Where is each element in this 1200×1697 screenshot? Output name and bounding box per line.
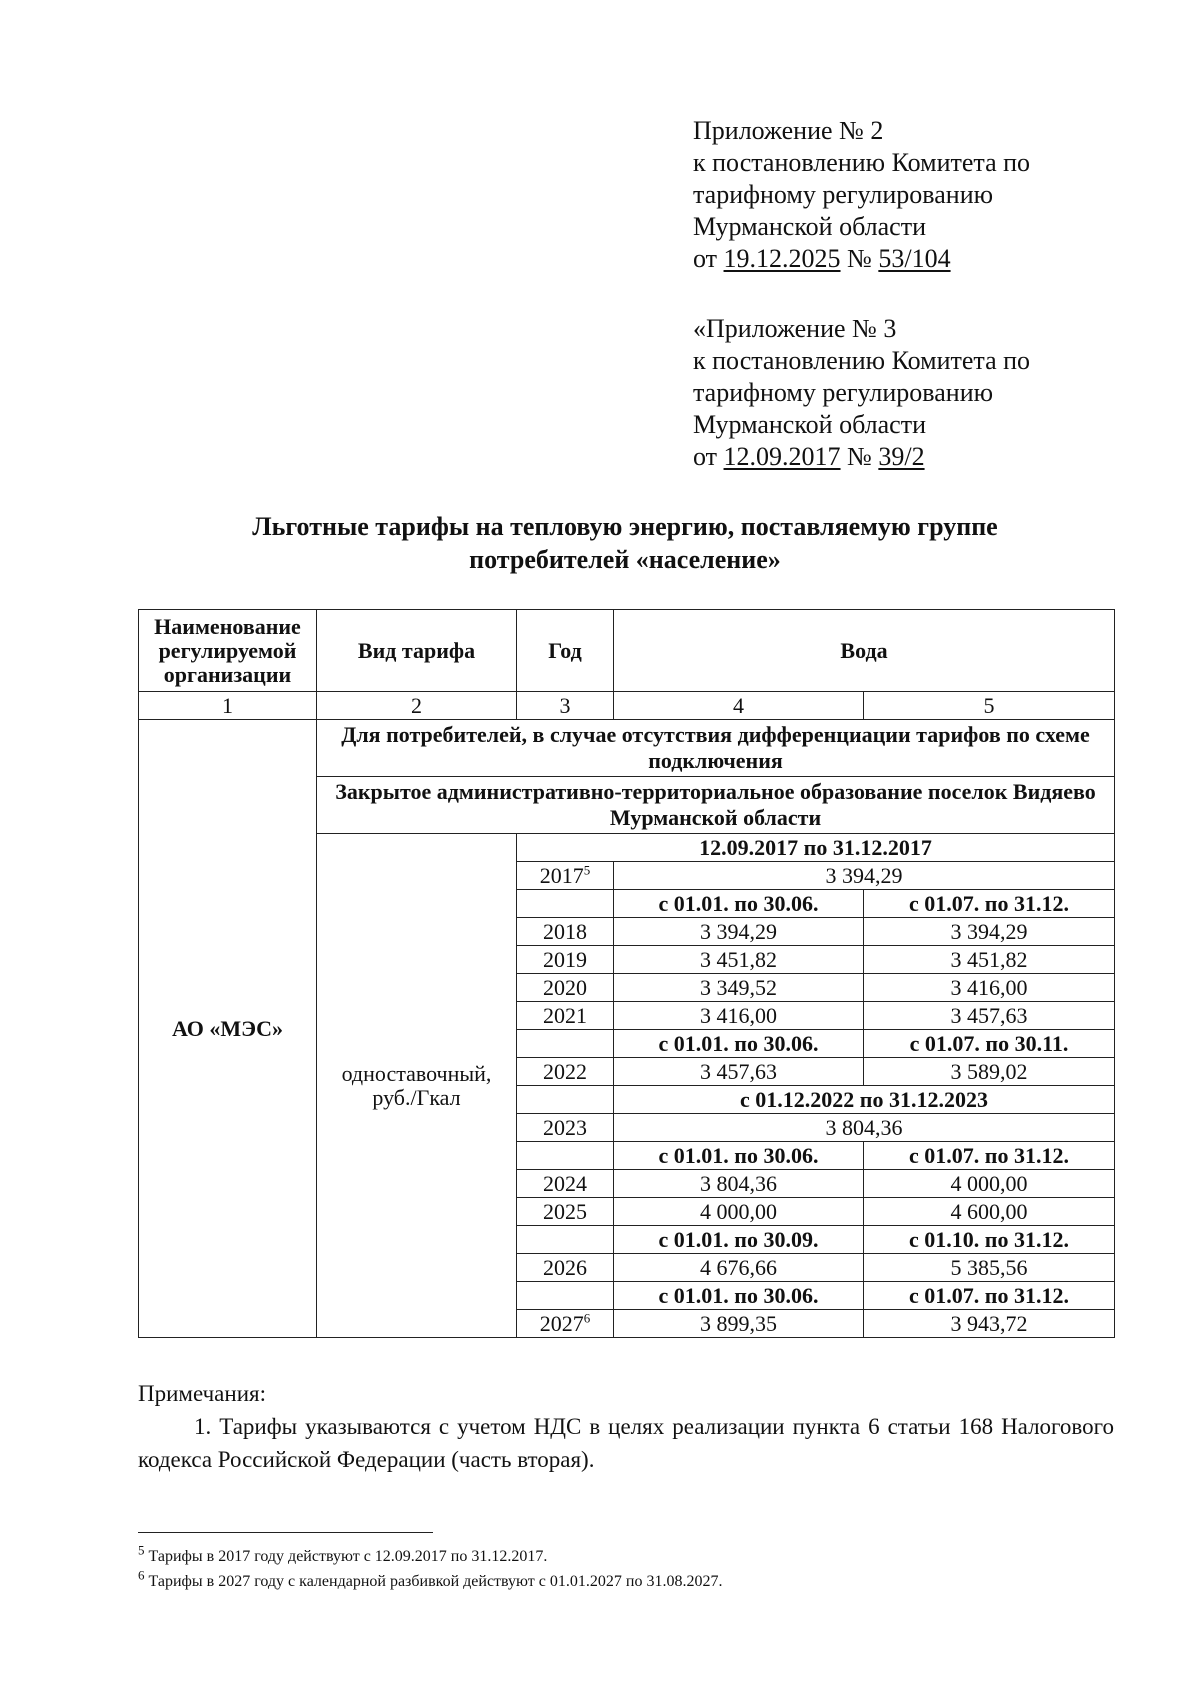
- footnotes-block: [138, 1544, 722, 1594]
- year-cell: [517, 1114, 614, 1142]
- period-first-half: с 01.01. по 30.06.: [614, 1030, 864, 1058]
- year-value: 2026: [543, 1254, 587, 1280]
- period-second-half: с 01.07. по 31.12.: [864, 1142, 1115, 1170]
- period-second-half: с 01.10. по 31.12.: [864, 1226, 1115, 1254]
- tariff-value-h2: 3 451,82: [864, 946, 1115, 974]
- footnote-text: Тарифы в 2017 году действуют с 12.09.2017 по 31.12.2017.: [144, 1548, 548, 1565]
- appendix-header-original: [693, 313, 1030, 473]
- footnote-divider: [138, 1532, 433, 1533]
- document-title: [140, 510, 1110, 576]
- tariff-value-h1: 3 451,82: [614, 946, 864, 974]
- tariff-value-h1: 3 804,36: [614, 1170, 864, 1198]
- col-number: 5: [864, 692, 1115, 720]
- organization-name: АО «МЭС»: [139, 720, 317, 1338]
- appendix-line: Мурманской области: [693, 410, 926, 439]
- col-number: 4: [614, 692, 864, 720]
- note-item: 1. Тарифы указываются с учетом НДС в целях реализации пункта 6 статьи 168 Налогового кодекса Российской Федерации (часть вторая).: [138, 1414, 1114, 1472]
- appendix-title: Приложение № 2: [693, 116, 884, 145]
- year-cell: [517, 946, 614, 974]
- tariff-value-h2: 3 457,63: [864, 1002, 1115, 1030]
- date-prefix: от: [693, 244, 724, 273]
- date-prefix: от: [693, 442, 724, 471]
- tariff-value-h1: 3 457,63: [614, 1058, 864, 1086]
- period-second-half: с 01.07. по 30.11.: [864, 1030, 1115, 1058]
- footnote-ref: 6: [583, 1310, 591, 1326]
- resolution-number: 39/2: [878, 442, 925, 471]
- year-cell: [517, 862, 614, 890]
- year-cell: [517, 974, 614, 1002]
- tariff-value-h2: 3 416,00: [864, 974, 1115, 1002]
- year-value: 2021: [543, 1002, 587, 1028]
- tariff-table: [138, 609, 1115, 1338]
- notes-block: [138, 1377, 1114, 1476]
- col-number: 2: [317, 692, 517, 720]
- tariff-value-h1: 3 394,29: [614, 918, 864, 946]
- notes-heading: Примечания:: [138, 1381, 266, 1406]
- tariff-value: 3 804,36: [614, 1114, 1115, 1142]
- year-value: 2024: [543, 1170, 587, 1196]
- resolution-date: 12.09.2017: [723, 442, 841, 471]
- year-value: 2020: [543, 974, 587, 1000]
- resolution-date: 19.12.2025: [723, 244, 841, 273]
- resolution-number: 53/104: [878, 244, 951, 273]
- period-second-half: с 01.07. по 31.12.: [864, 890, 1115, 918]
- period-first-half: с 01.01. по 30.09.: [614, 1226, 864, 1254]
- appendix-line: к постановлению Комитета по: [693, 346, 1031, 375]
- appendix-line: тарифному регулированию: [693, 180, 994, 209]
- year-value: 2017: [539, 862, 584, 888]
- footnote-ref: 5: [583, 862, 591, 878]
- year-value: 2025: [543, 1198, 587, 1224]
- year-value: 2018: [543, 918, 587, 944]
- appendix-date-line: [693, 243, 1030, 275]
- year-cell-empty: [517, 1086, 614, 1114]
- year-cell-empty: [517, 1142, 614, 1170]
- year-value: 2022: [543, 1058, 587, 1084]
- header-org: Наименование регулируемой организации: [139, 610, 317, 692]
- tariff-value-h2: 5 385,56: [864, 1254, 1115, 1282]
- tariff-value-h1: 4 676,66: [614, 1254, 864, 1282]
- number-prefix: №: [840, 442, 879, 471]
- year-cell-empty: [517, 1226, 614, 1254]
- tariff-value-h2: 3 943,72: [864, 1310, 1115, 1338]
- year-cell: [517, 1198, 614, 1226]
- year-cell: [517, 1002, 614, 1030]
- footnote: [138, 1544, 722, 1569]
- title-line: Льготные тарифы на тепловую энергию, поставляемую группе: [252, 512, 998, 541]
- tariff-value-h2: 3 394,29: [864, 918, 1115, 946]
- year-value: 2027: [539, 1310, 584, 1336]
- number-prefix: №: [840, 244, 879, 273]
- year-cell-empty: [517, 890, 614, 918]
- year-cell-empty: [517, 1030, 614, 1058]
- title-line: потребителей «население»: [469, 545, 781, 574]
- period-first-half: с 01.01. по 30.06.: [614, 890, 864, 918]
- period-heading: 12.09.2017 по 31.12.2017: [517, 834, 1115, 862]
- section-row: [139, 720, 1115, 777]
- tariff-value-h2: 3 589,02: [864, 1058, 1115, 1086]
- year-cell-empty: [517, 1282, 614, 1310]
- year-cell: [517, 918, 614, 946]
- footnote: [138, 1569, 722, 1594]
- table-header-row: [139, 610, 1115, 692]
- tariff-value: 3 394,29: [614, 862, 1115, 890]
- period-heading: с 01.12.2022 по 31.12.2023: [614, 1086, 1115, 1114]
- year-value: 2019: [543, 946, 587, 972]
- header-year: Год: [517, 610, 614, 692]
- year-cell: [517, 1170, 614, 1198]
- footnote-mark: 6: [138, 1567, 145, 1583]
- tariff-type: одноставочный, руб./Гкал: [317, 834, 517, 1338]
- col-number: 3: [517, 692, 614, 720]
- tariff-value-h1: 4 000,00: [614, 1198, 864, 1226]
- period-second-half: с 01.07. по 31.12.: [864, 1282, 1115, 1310]
- footnote-text: Тарифы в 2027 году с календарной разбивкой действуют с 01.01.2027 по 31.08.2027.: [144, 1573, 723, 1590]
- year-cell: [517, 1254, 614, 1282]
- col-number: 1: [139, 692, 317, 720]
- tariff-value-h1: 3 416,00: [614, 1002, 864, 1030]
- section-heading: Закрытое административно-территориальное образование поселок Видяево Мурманской области: [317, 777, 1115, 834]
- header-tariff-type: Вид тарифа: [317, 610, 517, 692]
- footnote-mark: 5: [138, 1542, 145, 1558]
- tariff-value-h2: 4 000,00: [864, 1170, 1115, 1198]
- tariff-value-h1: 3 349,52: [614, 974, 864, 1002]
- year-cell: [517, 1310, 614, 1338]
- period-first-half: с 01.01. по 30.06.: [614, 1282, 864, 1310]
- appendix-line: Мурманской области: [693, 212, 926, 241]
- column-numbers-row: [139, 692, 1115, 720]
- section-heading: Для потребителей, в случае отсутствия дифференциации тарифов по схеме подключения: [317, 720, 1115, 777]
- year-cell: [517, 1058, 614, 1086]
- header-water: Вода: [614, 610, 1115, 692]
- year-value: 2023: [543, 1114, 587, 1140]
- appendix-title: «Приложение № 3: [693, 314, 897, 343]
- period-first-half: с 01.01. по 30.06.: [614, 1142, 864, 1170]
- appendix-header-current: [693, 115, 1030, 275]
- appendix-date-line: [693, 441, 1030, 473]
- tariff-value-h2: 4 600,00: [864, 1198, 1115, 1226]
- appendix-line: к постановлению Комитета по: [693, 148, 1031, 177]
- tariff-value-h1: 3 899,35: [614, 1310, 864, 1338]
- appendix-line: тарифному регулированию: [693, 378, 994, 407]
